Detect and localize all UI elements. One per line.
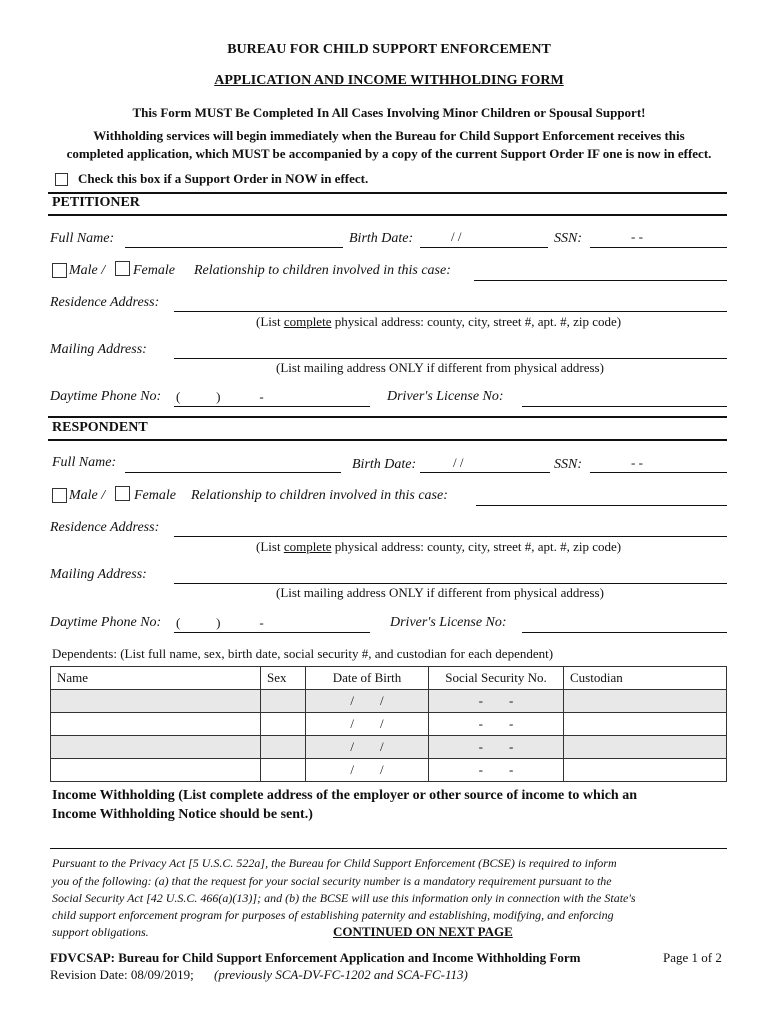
dependents-table — [50, 666, 727, 782]
respondent-full-name-label: Full Name: — [52, 455, 117, 470]
respondent-residence-hint: (List complete physical address: county, city, street #, apt. #, zip code) — [256, 539, 622, 554]
respondent-birth-date-field[interactable] — [420, 472, 550, 473]
petitioner-heading: PETITIONER — [52, 195, 140, 210]
respondent-residence-label: Residence Address: — [50, 520, 160, 535]
footer-previous-forms: (previously SCA-DV-FC-1202 and SCA-FC-113) — [214, 967, 468, 982]
respondent-mailing-hint: (List mailing address ONLY if different from physical address) — [276, 585, 604, 600]
respondent-license-field[interactable] — [522, 632, 727, 633]
respondent-male-label: Male / — [69, 488, 106, 503]
respondent-bottom-rule — [48, 439, 727, 441]
must-notice: This Form MUST Be Completed In All Cases Involving Minor Children or Spousal Support! — [132, 105, 646, 120]
respondent-ssn-label: SSN: — [554, 457, 582, 472]
petitioner-date-slashes: / / — [451, 229, 462, 244]
col-sex-header: Sex — [261, 667, 306, 690]
petitioner-full-name-field[interactable] — [125, 247, 343, 248]
respondent-birth-date-label: Birth Date: — [352, 457, 417, 472]
petitioner-phone-label: Daytime Phone No: — [50, 389, 162, 404]
petitioner-phone-mask: ( ) - — [176, 389, 264, 404]
petitioner-mailing-label: Mailing Address: — [50, 342, 147, 357]
dependents-intro: Dependents: (List full name, sex, birth date, social security #, and custodian for each dependent) — [52, 646, 554, 661]
table-row — [51, 690, 727, 713]
dependent-name-cell[interactable] — [51, 736, 261, 759]
dependent-ssn-cell[interactable]: - - — [429, 759, 564, 782]
petitioner-residence-hint: (List complete physical address: county, city, street #, apt. #, zip code) — [256, 314, 622, 329]
respondent-ssn-dashes: - - — [631, 455, 643, 470]
support-order-label: Check this box if a Support Order in NOW in effect. — [78, 171, 369, 186]
dependent-custodian-cell[interactable] — [564, 690, 727, 713]
dependent-name-cell[interactable] — [51, 713, 261, 736]
continued-notice: CONTINUED ON NEXT PAGE — [333, 924, 513, 939]
privacy-line4: child support enforcement program for purposes of establishing paternity and establishing, modifying, and enforcing — [52, 908, 614, 922]
respondent-heading: RESPONDENT — [52, 420, 148, 435]
dependent-ssn-cell[interactable]: - - — [429, 736, 564, 759]
privacy-line3: Social Security Act [42 U.S.C. 466(a)(13)]; and (b) the BCSE will use this information only in connection with the State's — [52, 891, 636, 905]
petitioner-residence-label: Residence Address: — [50, 295, 160, 310]
respondent-phone-field[interactable] — [174, 632, 370, 633]
footer-page-number: Page 1 of 2 — [663, 950, 722, 965]
withholding-notice-line1: Withholding services will begin immediately when the Bureau for Child Support Enforcement receives this — [93, 128, 685, 143]
dependent-sex-cell[interactable] — [261, 690, 306, 713]
petitioner-ssn-dashes: - - — [631, 229, 643, 244]
privacy-divider — [50, 848, 727, 849]
col-name-header: Name — [51, 667, 261, 690]
petitioner-full-name-label: Full Name: — [50, 231, 115, 246]
petitioner-bottom-rule — [48, 214, 727, 216]
withholding-notice-line2: completed application, which MUST be accompanied by a copy of the current Support Order IF one is now in effect. — [66, 146, 712, 161]
dependent-name-cell[interactable] — [51, 759, 261, 782]
respondent-female-checkbox[interactable] — [115, 486, 130, 501]
respondent-top-rule — [48, 416, 727, 418]
respondent-mailing-field[interactable] — [174, 583, 727, 584]
support-order-checkbox[interactable] — [55, 173, 68, 186]
respondent-relationship-label: Relationship to children involved in this case: — [191, 488, 448, 503]
dependent-dob-cell[interactable]: / / — [306, 690, 429, 713]
dependent-dob-cell[interactable]: / / — [306, 713, 429, 736]
petitioner-female-label: Female — [133, 263, 175, 278]
petitioner-license-field[interactable] — [522, 406, 727, 407]
privacy-line5: support obligations. — [52, 925, 149, 939]
petitioner-female-checkbox[interactable] — [115, 261, 130, 276]
col-custodian-header: Custodian — [564, 667, 727, 690]
privacy-line1: Pursuant to the Privacy Act [5 U.S.C. 522a], the Bureau for Child Support Enforcement (BCSE) is required to inform — [52, 856, 617, 870]
petitioner-ssn-field[interactable] — [590, 247, 727, 248]
dependent-custodian-cell[interactable] — [564, 713, 727, 736]
petitioner-mailing-field[interactable] — [174, 358, 727, 359]
footer-revision-date: Revision Date: 08/09/2019; — [50, 967, 194, 982]
col-dob-header: Date of Birth — [306, 667, 429, 690]
dependents-header-row — [51, 667, 727, 690]
dependent-custodian-cell[interactable] — [564, 736, 727, 759]
form-title: APPLICATION AND INCOME WITHHOLDING FORM — [214, 73, 564, 88]
privacy-line2: you of the following: (a) that the request for your social security number is a mandatory requirement pursuant to the — [52, 874, 612, 888]
petitioner-license-label: Driver's License No: — [387, 389, 504, 404]
respondent-phone-mask: ( ) - — [176, 615, 264, 630]
respondent-ssn-field[interactable] — [590, 472, 727, 473]
petitioner-birth-date-field[interactable] — [420, 247, 548, 248]
petitioner-male-checkbox[interactable] — [52, 263, 67, 278]
dependent-dob-cell[interactable]: / / — [306, 759, 429, 782]
table-row — [51, 713, 727, 736]
agency-title: BUREAU FOR CHILD SUPPORT ENFORCEMENT — [227, 42, 551, 57]
col-ssn-header: Social Security No. — [429, 667, 564, 690]
respondent-full-name-field[interactable] — [125, 472, 341, 473]
petitioner-relationship-field[interactable] — [474, 280, 727, 281]
petitioner-birth-date-label: Birth Date: — [349, 231, 414, 246]
table-row — [51, 759, 727, 782]
respondent-male-checkbox[interactable] — [52, 488, 67, 503]
dependent-dob-cell[interactable]: / / — [306, 736, 429, 759]
dependent-name-cell[interactable] — [51, 690, 261, 713]
respondent-mailing-label: Mailing Address: — [50, 567, 147, 582]
petitioner-phone-field[interactable] — [174, 406, 370, 407]
table-row — [51, 736, 727, 759]
dependent-custodian-cell[interactable] — [564, 759, 727, 782]
respondent-relationship-field[interactable] — [476, 505, 727, 506]
petitioner-male-label: Male / — [69, 263, 106, 278]
respondent-residence-field[interactable] — [174, 536, 727, 537]
footer-form-id: FDVCSAP: Bureau for Child Support Enforcement Application and Income Withholding Form — [50, 950, 581, 965]
petitioner-ssn-label: SSN: — [554, 231, 582, 246]
petitioner-top-rule — [48, 192, 727, 194]
dependent-sex-cell[interactable] — [261, 713, 306, 736]
respondent-female-label: Female — [134, 488, 176, 503]
dependent-sex-cell[interactable] — [261, 736, 306, 759]
petitioner-residence-field[interactable] — [174, 311, 727, 312]
dependent-ssn-cell[interactable]: - - — [429, 690, 564, 713]
respondent-date-slashes: / / — [453, 455, 464, 470]
dependent-sex-cell[interactable] — [261, 759, 306, 782]
income-withholding-line2: Income Withholding Notice should be sent.) — [52, 807, 313, 822]
respondent-license-label: Driver's License No: — [390, 615, 507, 630]
respondent-phone-label: Daytime Phone No: — [50, 615, 162, 630]
petitioner-mailing-hint: (List mailing address ONLY if different from physical address) — [276, 360, 604, 375]
petitioner-relationship-label: Relationship to children involved in this case: — [194, 263, 451, 278]
dependent-ssn-cell[interactable]: - - — [429, 713, 564, 736]
income-withholding-line1: Income Withholding (List complete address of the employer or other source of income to which an — [52, 788, 637, 803]
